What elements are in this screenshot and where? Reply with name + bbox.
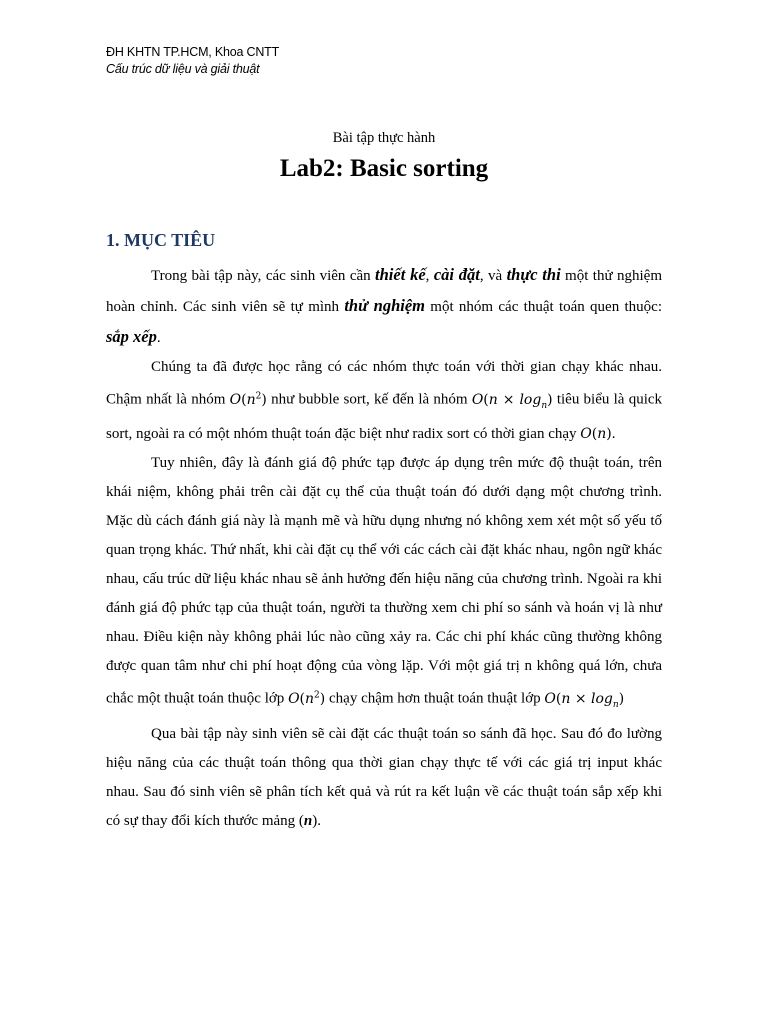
emphasis-design: thiết kế (375, 265, 426, 284)
paragraph-1: Trong bài tập này, các sinh viên cần thiết kế, cài đặt, và thực thi một thử nghiệm hoàn chỉnh. Các sinh viên sẽ tự mình thử nghiệm một nhóm các thuật toán quen thuộc: sắp xếp. (106, 265, 662, 346)
page-title: Lab2: Basic sorting (279, 155, 489, 182)
paragraph-4: Qua bài tập này sinh viên sẽ cài đặt các thuật toán so sánh đã học. Sau đó đo lường hiệu năng của các thuật toán thông qua thời gian chạy thực tế với các giá trị input khác nhau. Sau đó sinh viên sẽ phân tích kết quả và rút ra kết luận về các thuật toán sắp xếp khi có sự thay đổi kích thước mảng (n). (106, 725, 662, 829)
math-o-n-squared: $O(n^2)$ (229, 391, 267, 408)
page-subtitle: Bài tập thực hành (332, 130, 436, 146)
math-o-n: O(n) (580, 426, 612, 443)
emphasis-implement: cài đặt (433, 265, 480, 284)
math-o-n-squared-2: $O(n^2)$ (288, 690, 326, 708)
array-size-symbol: n (303, 812, 313, 829)
section-body (106, 260, 662, 836)
paragraph-2: Chúng ta đã được học rằng có các nhóm thực toán với thời gian chạy khác nhau. Chậm nhất là nhóm $O(n^2)$ như bubble sort, kế đến là nhóm $O(n \times \log_n)$ tiêu biểu là quick sort, ngoài ra có một nhóm thuật toán đặc biệt như radix sort có thời gian chạy O(n). (106, 359, 663, 443)
header-institution: ĐH KHTN TP.HCM, Khoa CNTT (106, 45, 280, 59)
emphasis-experiment: thử nghiệm (344, 296, 426, 315)
emphasis-sorting: sắp xếp (106, 327, 157, 346)
emphasis-execute: thực thi (506, 265, 561, 284)
document-header (106, 44, 279, 78)
math-o-n-log-n-2: $O(n \times \log_n)$ (544, 691, 625, 710)
math-o-n-log-n: $O(n \times \log_n)$ (471, 391, 553, 411)
section-heading: 1. MỤC TIÊU (106, 230, 216, 250)
paragraph-3: Tuy nhiên, đây là đánh giá độ phức tạp được áp dụng trên mức độ thuật toán, trên khái niệm, không phải trên cài đặt cụ thể của thuật toán đó dưới dạng một chương trình. Mặc dù cách đánh giá này là mạnh mẽ và hữu dụng nhưng nó không xem xét một số yếu tố quan trọng khác. Thứ nhất, khi cài đặt cụ thể với các cách cài đặt khác nhau, ngôn ngữ khác nhau, cấu trúc dữ liệu khác nhau sẽ ảnh hưởng đến hiệu năng của chương trình. Ngoài ra khi đánh giá độ phức tạp của thuật toán, người ta thường xem chi phí so sánh và hoán vị là như nhau. Điều kiện này không phải lúc nào cũng xảy ra. Các chi phí khác cũng thường không được quan tâm như chi phí hoạt động của vòng lặp. Với một giá trị n không quá lớn, chưa chắc một thuật toán thuộc lớp $O(n^2)$ chạy chậm hơn thuật toán thuật lớp $O(n \times \log_n)$ (106, 455, 662, 710)
header-course: Cấu trúc dữ liệu và giải thuật (106, 62, 260, 76)
